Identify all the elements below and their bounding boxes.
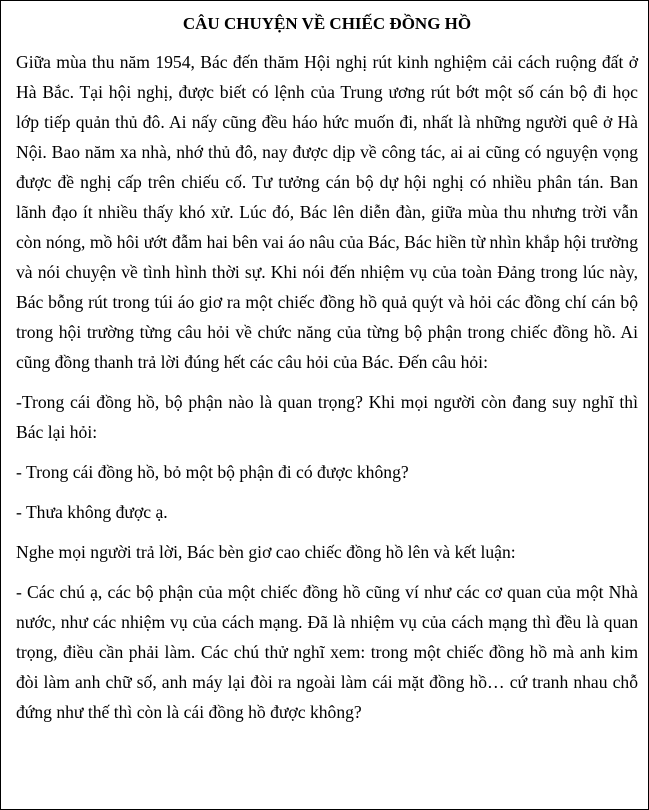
paragraph-intro: Giữa mùa thu năm 1954, Bác đến thăm Hội nghị rút kinh nghiệm cải cách ruộng đất ở Hà Bắc. Tại hội nghị, được biết có lệnh của Trung ương rút bớt một số cán bộ đi học lớp tiếp quản thủ đô. Ai nấy cũng đều háo hức muốn đi, nhất là những người quê ở Hà Nội. Bao năm xa nhà, nhớ thủ đô, nay được dịp về công tác, ai ai cũng có nguyện vọng được đề nghị cấp trên chiếu cố. Tư tưởng cán bộ dự hội nghị có nhiều phân tán. Ban lãnh đạo ít nhiều thấy khó xử. Lúc đó, Bác lên diễn đàn, giữa mùa thu nhưng trời vẫn còn nóng, mồ hôi ướt đẫm hai bên vai áo nâu của Bác, Bác hiền từ nhìn khắp hội trường và nói chuyện về tình hình thời sự. Khi nói đến nhiệm vụ của toàn Đảng trong lúc này, Bác bỗng rút trong túi áo giơ ra một chiếc đồng hồ quả quýt và hỏi các đồng chí cán bộ trong hội trường từng câu hỏi về chức năng của từng bộ phận trong chiếc đồng hồ. Ai cũng đồng thanh trả lời đúng hết các câu hỏi của Bác. Đến câu hỏi: xyxy=(16,52,638,372)
paragraph-answer: - Thưa không được ạ. xyxy=(16,502,168,522)
paragraph-conclusion-intro: Nghe mọi người trả lời, Bác bèn giơ cao chiếc đồng hồ lên và kết luận: xyxy=(16,542,516,562)
paragraph-question-remove-part: - Trong cái đồng hồ, bỏ một bộ phận đi có được không? xyxy=(16,462,409,482)
document-title: CÂU CHUYỆN VỀ CHIẾC ĐỒNG HỒ xyxy=(182,14,472,33)
paragraph-question-important-part: -Trong cái đồng hồ, bộ phận nào là quan trọng? Khi mọi người còn đang suy nghĩ thì Bác lại hỏi: xyxy=(16,392,638,442)
paragraph-conclusion: - Các chú ạ, các bộ phận của một chiếc đồng hồ cũng ví như các cơ quan của một Nhà nước, như các nhiệm vụ của cách mạng. Đã là nhiệm vụ của cách mạng thì đều là quan trọng, điều cần phải làm. Các chú thử nghĩ xem: trong một chiếc đồng hồ mà anh kim đòi làm anh chữ số, anh máy lại đòi ra ngoài làm cái mặt đồng hồ… cứ tranh nhau chỗ đứng như thế thì còn là cái đồng hồ được không? xyxy=(16,582,638,722)
